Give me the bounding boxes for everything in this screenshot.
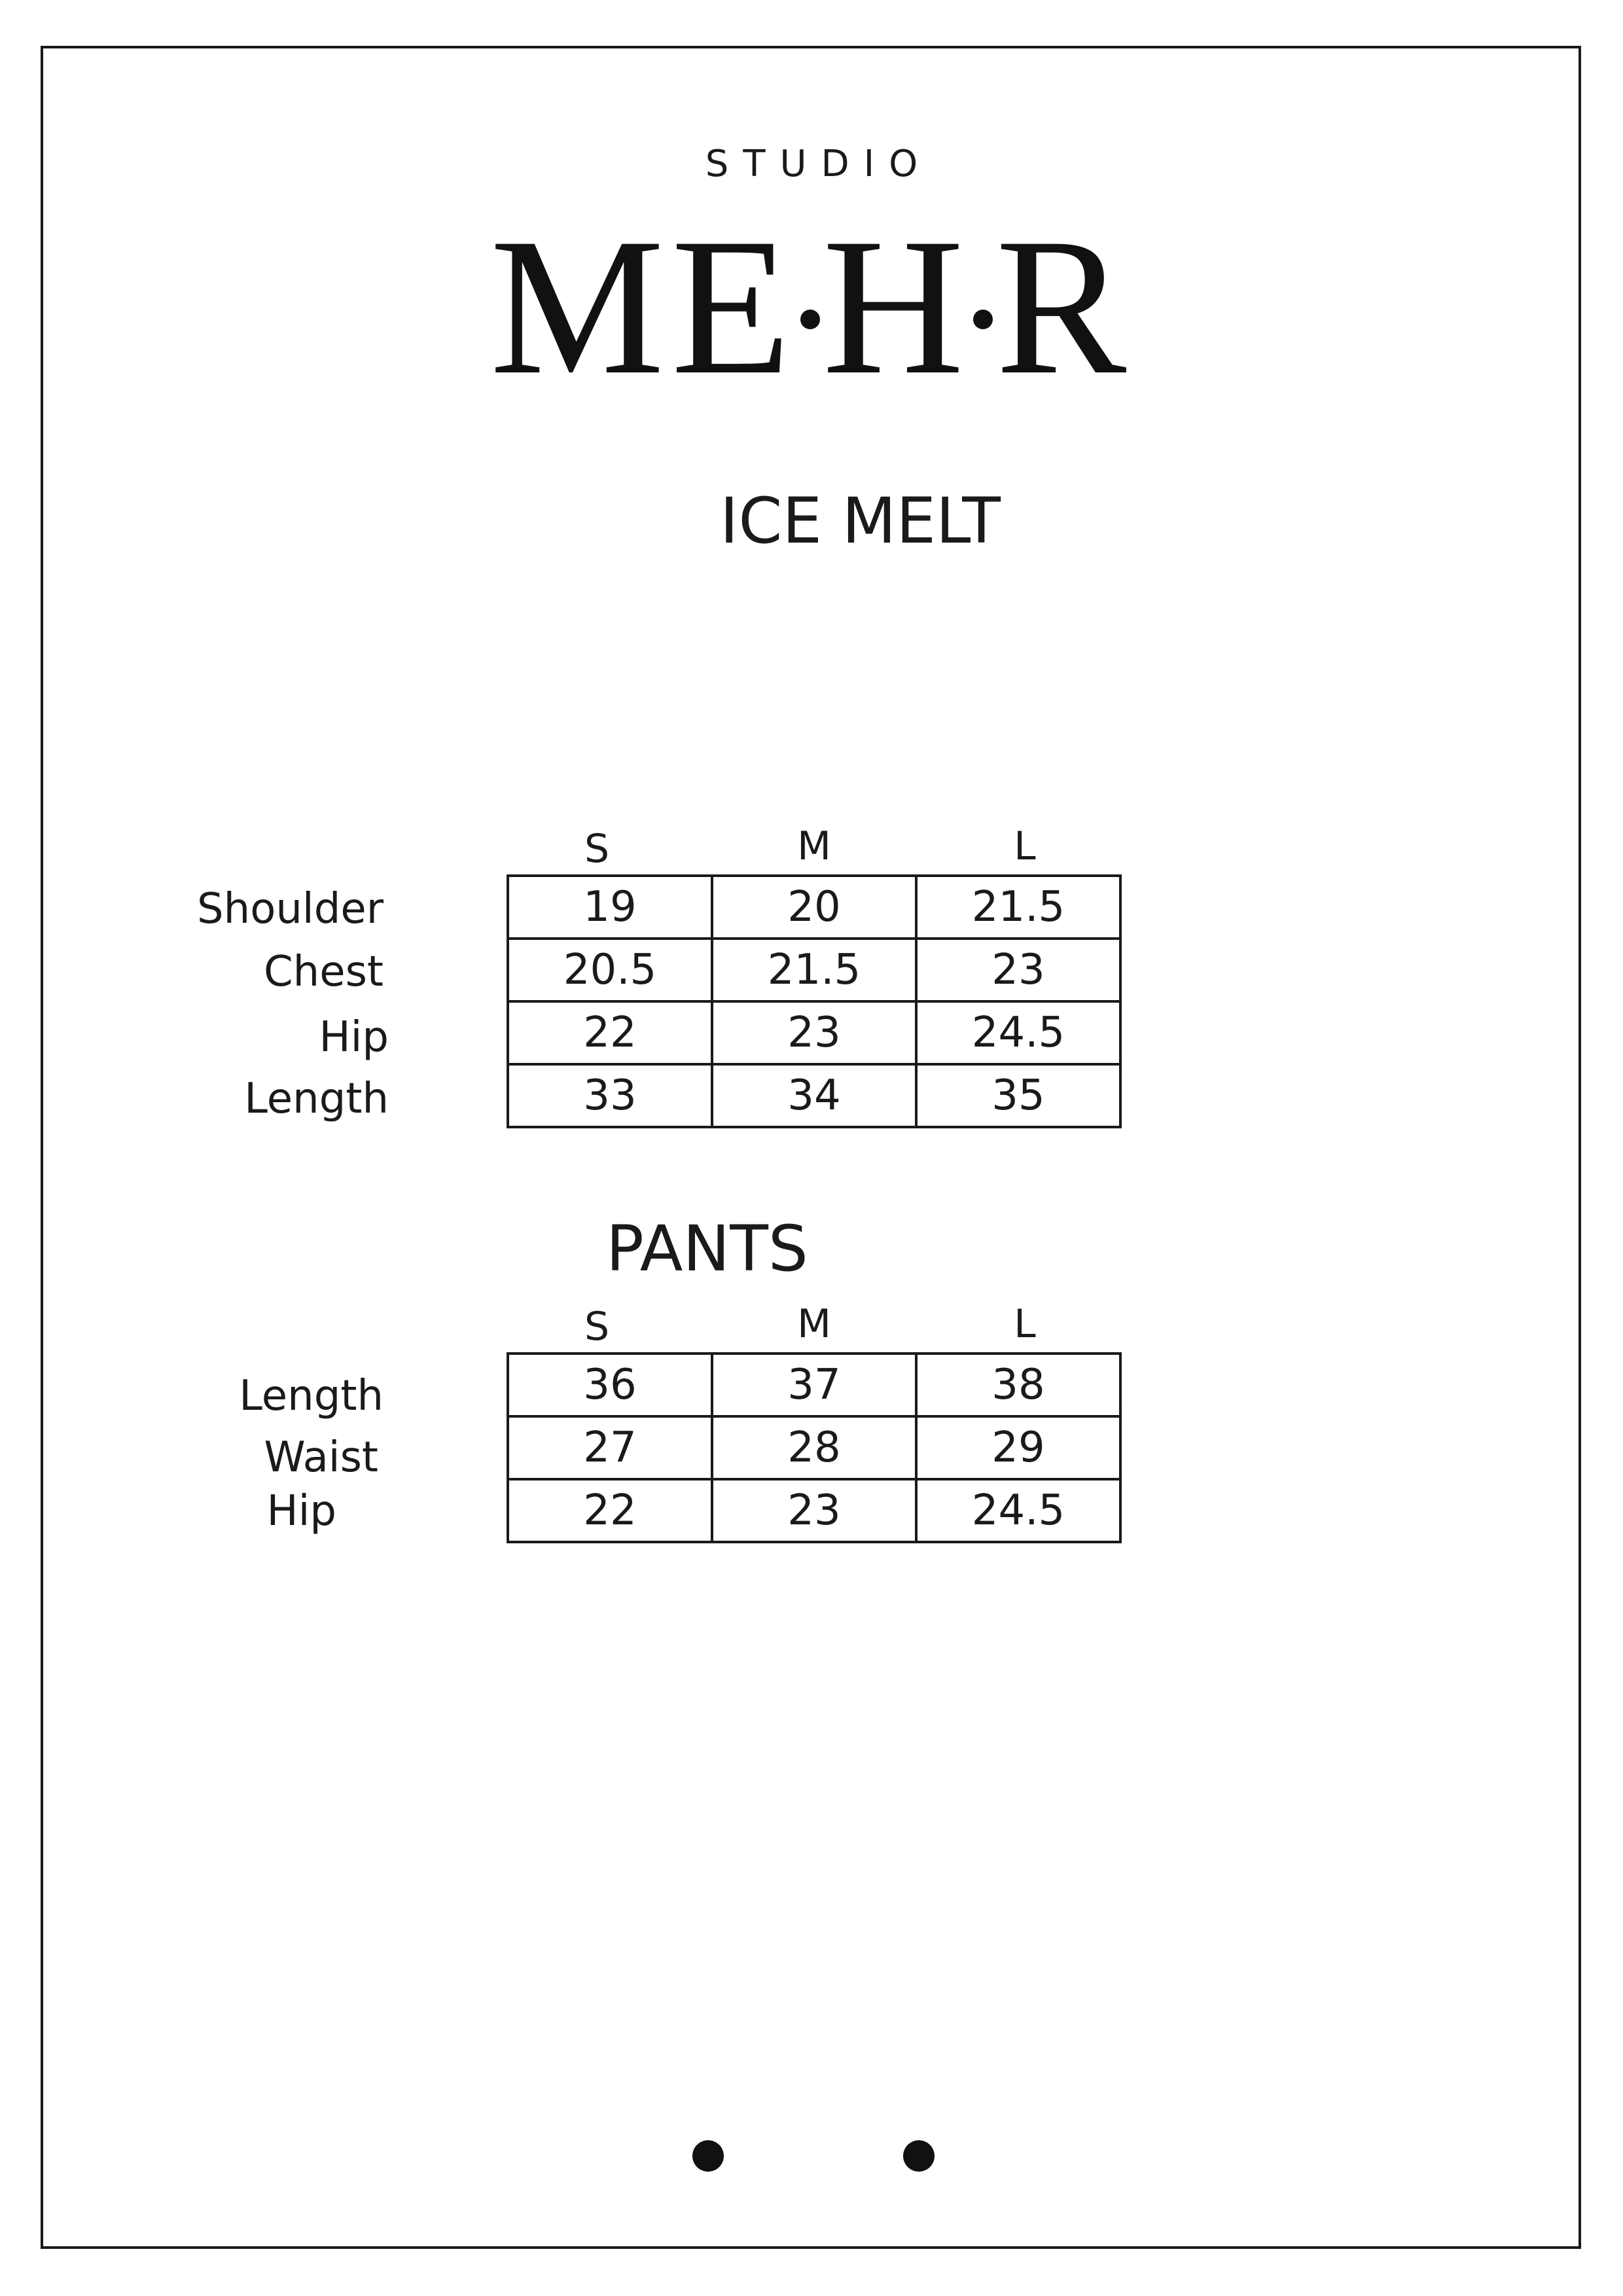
- row-label-waist: Waist: [264, 1433, 378, 1482]
- column-header-m: M: [797, 1301, 831, 1347]
- table-cell: 20.5: [508, 939, 712, 1001]
- size-table-pants: [507, 1352, 1122, 1543]
- table-cell: 20: [712, 876, 916, 939]
- brand-logo-part-3: R: [995, 198, 1133, 415]
- table-cell: 37: [712, 1354, 916, 1416]
- brand-logo: [0, 198, 1623, 415]
- table-row: [508, 1064, 1120, 1127]
- table-cell: 22: [508, 1479, 712, 1542]
- section-title-pants: PANTS: [606, 1212, 808, 1285]
- decorative-dot-icon: [692, 2140, 724, 2172]
- row-label-shoulder: Shoulder: [197, 885, 383, 933]
- table-row: [508, 876, 1120, 939]
- table-cell: 23: [916, 939, 1120, 1001]
- table-cell: 38: [916, 1354, 1120, 1416]
- column-header-s: S: [584, 826, 610, 872]
- brand-logo-part-2: H: [822, 198, 971, 415]
- table-cell: 22: [508, 1001, 712, 1064]
- brand-logo-part-1: ME: [490, 198, 798, 415]
- table-cell: 36: [508, 1354, 712, 1416]
- table-cell: 34: [712, 1064, 916, 1127]
- row-label-hip: Hip: [266, 1487, 336, 1535]
- table-cell: 29: [916, 1416, 1120, 1479]
- table-cell: 35: [916, 1064, 1120, 1127]
- size-table-ice-melt: [507, 874, 1122, 1128]
- table-row: [508, 1479, 1120, 1542]
- row-label-chest: Chest: [263, 948, 383, 996]
- table-cell: 21.5: [712, 939, 916, 1001]
- table-cell: 19: [508, 876, 712, 939]
- table-cell: 21.5: [916, 876, 1120, 939]
- column-header-s: S: [584, 1304, 610, 1350]
- brand-studio-text: STUDIO: [705, 143, 933, 185]
- table-cell: 24.5: [916, 1001, 1120, 1064]
- table-row: [508, 939, 1120, 1001]
- column-header-l: L: [1014, 823, 1036, 869]
- table-cell: 33: [508, 1064, 712, 1127]
- table-cell: 28: [712, 1416, 916, 1479]
- column-header-l: L: [1014, 1301, 1036, 1347]
- column-header-m: M: [797, 823, 831, 869]
- table-cell: 24.5: [916, 1479, 1120, 1542]
- logo-dot-icon: [800, 310, 820, 329]
- table-cell: 23: [712, 1479, 916, 1542]
- logo-dot-icon: [973, 310, 993, 329]
- table-row: [508, 1001, 1120, 1064]
- row-label-hip: Hip: [319, 1013, 389, 1062]
- table-cell: 27: [508, 1416, 712, 1479]
- table-cell: 23: [712, 1001, 916, 1064]
- table-row: [508, 1354, 1120, 1416]
- section-title-ice-melt: ICE MELT: [720, 484, 1001, 558]
- table-row: [508, 1416, 1120, 1479]
- decorative-dot-icon: [903, 2140, 935, 2172]
- row-label-length: Length: [244, 1075, 389, 1123]
- row-label-length: Length: [239, 1372, 383, 1420]
